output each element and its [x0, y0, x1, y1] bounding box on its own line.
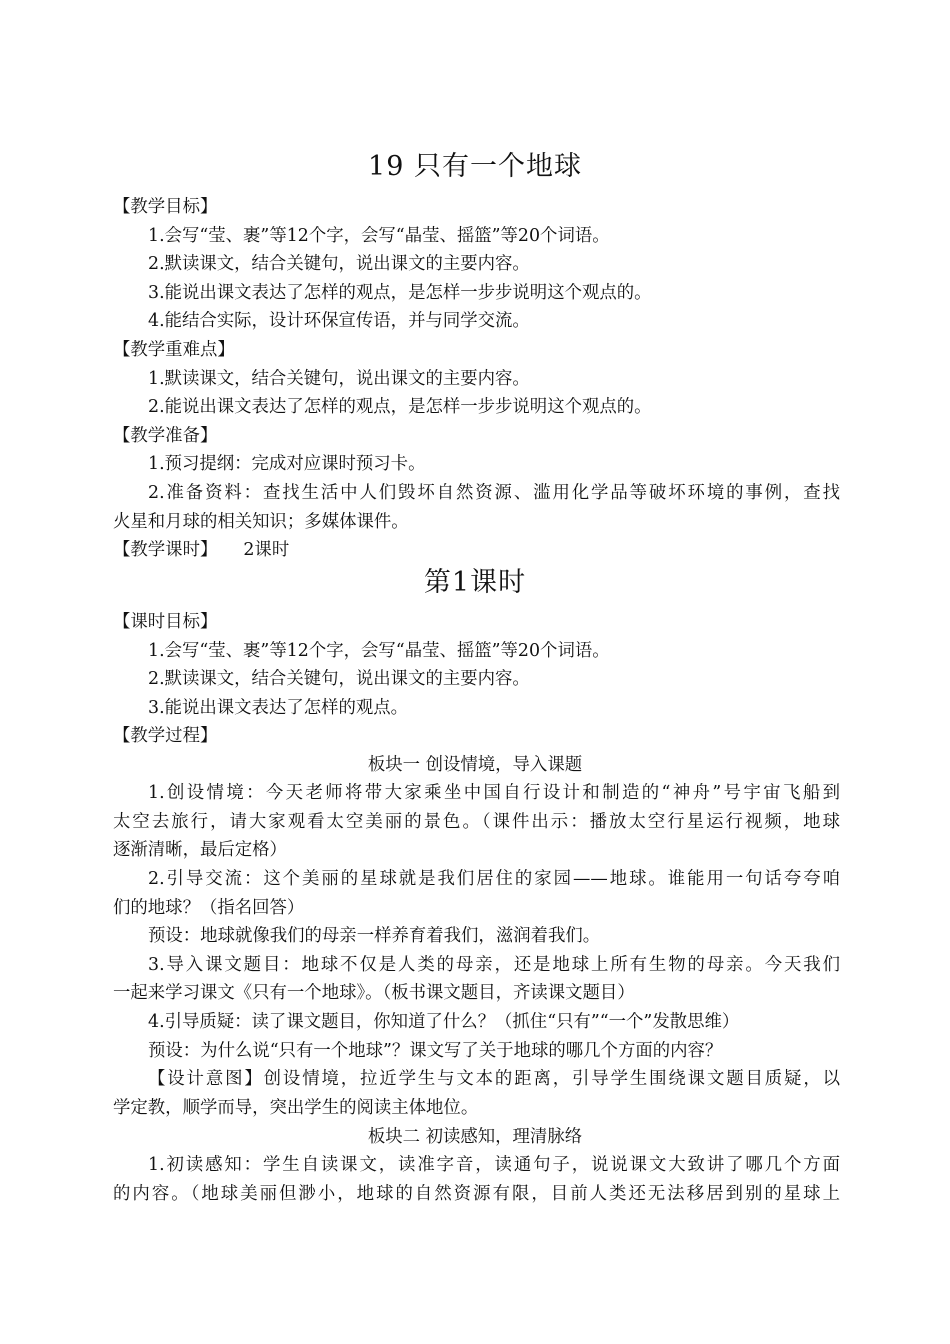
lesson-goal-item: 2.默读课文，结合关键句，说出课文的主要内容。: [148, 669, 530, 689]
lesson-goal-item: 1.会写“莹、裹”等12个字，会写“晶莹、摇篮”等20个词语。: [148, 641, 610, 661]
paragraph-line: 预设：地球就像我们的母亲一样养育着我们，滋润着我们。: [148, 926, 601, 946]
paragraph-line: 一起来学习课文《只有一个地球》。（板书课文题目，齐读课文题目）: [113, 983, 635, 1003]
paragraph-line: 逐渐清晰，最后定格）: [113, 840, 287, 860]
design-intent-line: 【设计意图】创设情境，拉近学生与文本的距离，引导学生围绕课文题目质疑，以: [148, 1069, 840, 1089]
paragraph-line: 太空去旅行，请大家观看太空美丽的景色。（课件出示：播放太空行星运行视频，地球: [113, 812, 840, 832]
page-title: 19 只有一个地球: [368, 151, 582, 182]
goal-item: 4.能结合实际，设计环保宣传语，并与同学交流。: [148, 311, 530, 331]
goal-item: 1.会写“莹、裹”等12个字，会写“晶莹、摇篮”等20个词语。: [148, 226, 610, 246]
heading-preparation: 【教学准备】: [113, 426, 218, 446]
goal-item: 2.默读课文，结合关键句，说出课文的主要内容。: [148, 254, 530, 274]
paragraph-line: 1.初读感知：学生自读课文，读准字音，读通句子，说说课文大致讲了哪几个方面: [148, 1155, 840, 1175]
heading-lesson-goals: 【课时目标】: [113, 612, 218, 632]
periods-label: 【教学课时】: [113, 540, 218, 560]
design-intent-line: 学定教，顺学而导，突出学生的阅读主体地位。: [113, 1098, 479, 1118]
heading-key-points: 【教学重难点】: [113, 340, 235, 360]
paragraph-line: 4.引导质疑：读了课文题目，你知道了什么？（抓住“只有”“一个”发散思维）: [148, 1012, 740, 1032]
prep-item: 1.预习提纲：完成对应课时预习卡。: [148, 454, 426, 474]
paragraph-line: 2.引导交流：这个美丽的星球就是我们居住的家园——地球。谁能用一句话夸夸咱: [148, 869, 840, 889]
heading-teaching-goals: 【教学目标】: [113, 197, 218, 217]
heading-periods: [113, 539, 289, 561]
lesson-title: 第1课时: [423, 567, 527, 598]
prep-item: 2.准备资料：查找生活中人们毁坏自然资源、滥用化学品等破坏环境的事例，查找: [148, 483, 840, 503]
paragraph-line: 的内容。（地球美丽但渺小，地球的自然资源有限，目前人类还无法移居到别的星球上: [113, 1184, 840, 1204]
paragraph-line: 1.创设情境：今天老师将带大家乘坐中国自行设计和制造的“神舟”号宇宙飞船到: [148, 783, 840, 803]
periods-value: 2课时: [243, 540, 290, 560]
key-point-item: 2.能说出课文表达了怎样的观点，是怎样一步步说明这个观点的。: [148, 397, 652, 417]
paragraph-line: 们的地球？（指名回答）: [113, 898, 305, 918]
goal-item: 3.能说出课文表达了怎样的观点，是怎样一步步说明这个观点的。: [148, 283, 652, 303]
key-point-item: 1.默读课文，结合关键句，说出课文的主要内容。: [148, 369, 530, 389]
heading-process: 【教学过程】: [113, 726, 218, 746]
paragraph-line: 预设：为什么说“只有一个地球”？课文写了关于地球的哪几个方面的内容？: [148, 1041, 723, 1061]
lesson-goal-item: 3.能说出课文表达了怎样的观点。: [148, 698, 409, 718]
block-title: 板块一 创设情境，导入课题: [367, 755, 583, 775]
paragraph-line: 3.导入课文题目：地球不仅是人类的母亲，还是地球上所有生物的母亲。今天我们: [148, 955, 840, 975]
block-title: 板块二 初读感知，理清脉络: [367, 1127, 583, 1147]
prep-item-continued: 火星和月球的相关知识；多媒体课件。: [113, 512, 409, 532]
